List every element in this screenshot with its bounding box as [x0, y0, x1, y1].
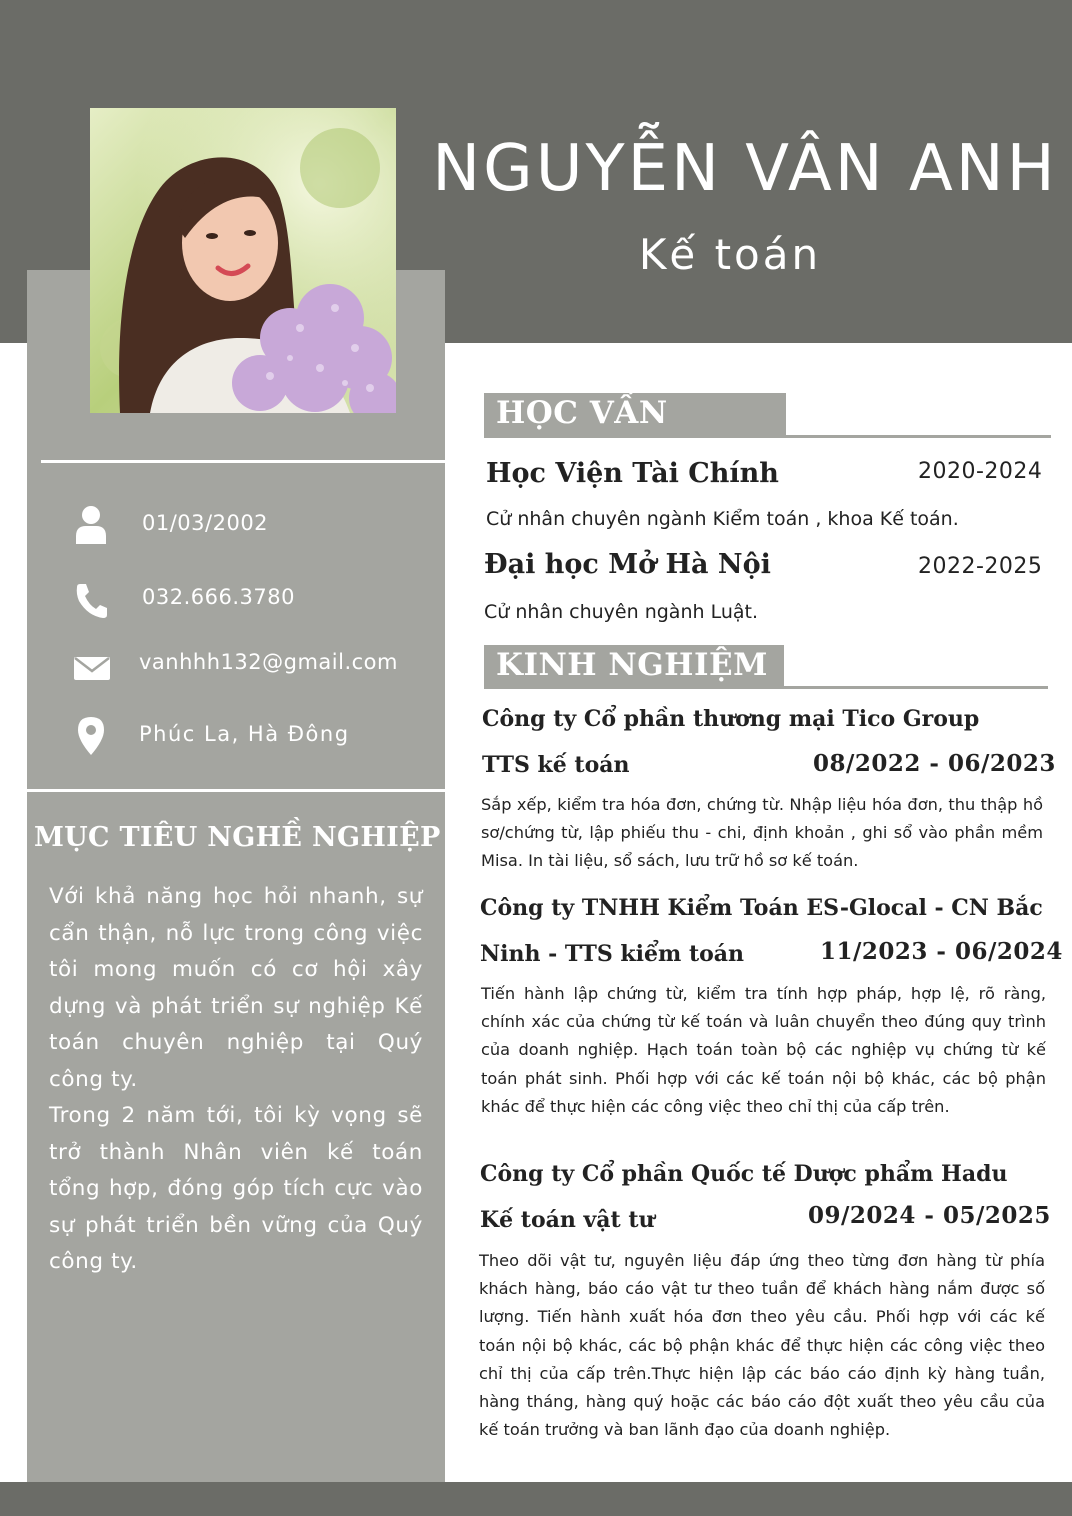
job-period: 11/2023 - 06/2024	[820, 938, 1063, 965]
job-role: Ninh - TTS kiểm toán	[480, 941, 745, 967]
job-period: 08/2022 - 06/2023	[813, 750, 1056, 777]
school-years: 2020-2024	[918, 459, 1043, 484]
school-name: Học Viện Tài Chính	[486, 458, 779, 489]
job-description: Theo dõi vật tư, nguyên liệu đáp ứng theo từng đơn hàng từ phía khách hàng, báo cáo vật tư theo tuần để khách hàng nắm được số lượng. Tiến hành xuất hóa đơn theo yêu cầu. Phối hợp với các kế toán nội bộ khác, các bộ phận khác để thực hiện các công việc theo chỉ thị của cấp trên.Thực hiện lập các báo cáo định kỳ hàng tuần, hàng tháng, hàng quý hoặc các báo cáo đột xuất theo yêu cầu của kế toán trưởng và ban lãnh đạo của doanh nghiệp.	[479, 1251, 1045, 1440]
job-title: Kế toán	[638, 230, 822, 279]
school-years: 2022-2025	[918, 554, 1043, 579]
sidebar	[27, 270, 445, 1482]
degree-text: Cử nhân chuyên ngành Kiểm toán , khoa Kế toán.	[486, 508, 959, 530]
mail-icon	[74, 648, 110, 688]
job-description: Sắp xếp, kiểm tra hóa đơn, chứng từ. Nhập liệu hóa đơn, thu thập hồ sơ/chứng từ, lập phiếu thu - chi, định khoản , ghi sổ vào phần mềm Misa. In tài liệu, sổ sách, lưu trữ hồ sơ kế toán.	[481, 795, 1043, 871]
address-text: Phúc La, Hà Đông	[139, 722, 350, 746]
company-name: Công ty Cổ phần Quốc tế Dược phẩm Hadu	[480, 1161, 1008, 1187]
job-role: TTS kế toán	[482, 752, 630, 778]
sidebar-divider	[41, 460, 445, 463]
company-name: Công ty TNHH Kiểm Toán ES-Glocal - CN Bắc	[480, 895, 1043, 921]
education-heading-block	[484, 393, 786, 437]
goal-text	[49, 879, 423, 1281]
job-role: Kế toán vật tư	[480, 1207, 655, 1233]
location-pin-icon	[76, 716, 106, 756]
profile-photo	[90, 108, 396, 413]
education-rule	[484, 435, 1051, 438]
phone-text: 032.666.3780	[142, 585, 295, 609]
degree-text: Cử nhân chuyên ngành Luật.	[484, 601, 758, 623]
phone-icon	[74, 580, 108, 620]
footer-band	[0, 1482, 1072, 1516]
education-heading: HỌC VẤN	[496, 395, 668, 431]
job-period: 09/2024 - 05/2025	[808, 1202, 1051, 1229]
email-text[interactable]: vanhhh132@gmail.com	[139, 650, 398, 674]
company-name: Công ty Cổ phần thương mại Tico Group	[482, 706, 980, 732]
experience-heading: KINH NGHIỆM	[496, 647, 768, 683]
portrait-image	[90, 108, 396, 413]
job-description: Tiến hành lập chứng từ, kiểm tra tính hợp pháp, hợp lệ, rõ ràng, chính xác của chứng từ kế toán và luân chuyển theo đúng quy trình của doanh nghiệp. Hạch toán toàn bộ các nghiệp vụ chứng từ kế toán phát sinh. Phối hợp với các kế toán nội bộ khác, các bộ phận khác để thực hiện các công việc theo chỉ thị của cấp trên.	[481, 984, 1046, 1116]
experience-rule	[484, 686, 1048, 689]
user-icon	[74, 504, 108, 544]
sidebar-divider-2	[27, 789, 445, 792]
goal-paragraph-1: Với khả năng học hỏi nhanh, sự cẩn thận, nỗ lực trong công việc tôi mong muốn có cơ hội xây dựng và phát triển sự nghiệp Kế toán chuyên nghiệp tại Quý công ty.	[49, 884, 423, 1092]
birthday-text: 01/03/2002	[142, 511, 269, 535]
goal-heading: MỤC TIÊU NGHỀ NGHIỆP	[34, 822, 441, 853]
school-name: Đại học Mở Hà Nội	[484, 549, 771, 580]
candidate-name: NGUYỄN VÂN ANH	[432, 132, 1058, 206]
goal-paragraph-2: Trong 2 năm tới, tôi kỳ vọng sẽ trở thành Nhân viên kế toán tổng hợp, đóng góp tích cực vào sự phát triển bền vững của Quý công ty.	[49, 1103, 423, 1274]
experience-heading-block	[484, 645, 784, 689]
